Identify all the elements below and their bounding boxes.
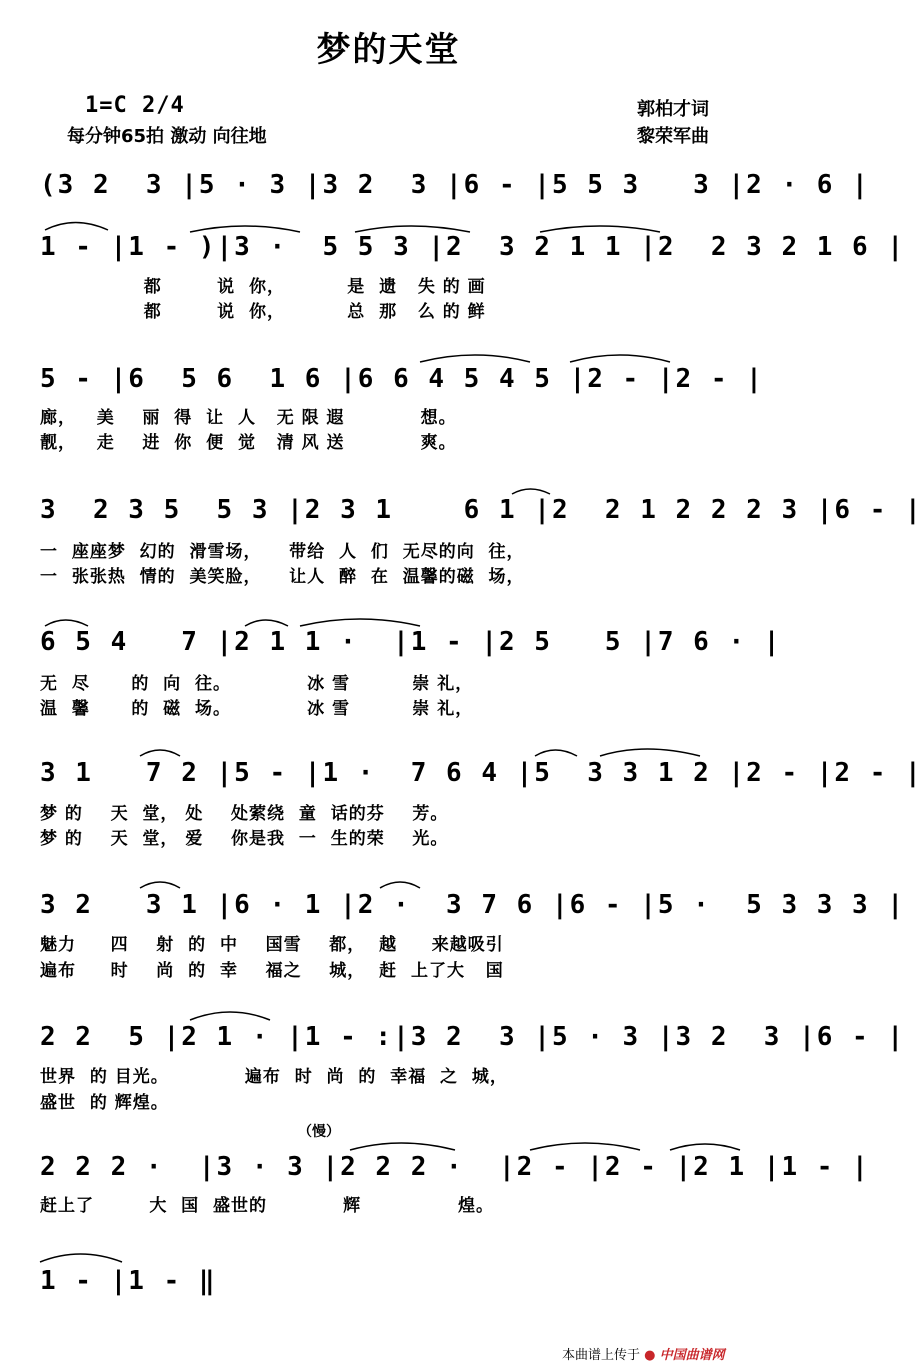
notation-row-6: 3 1 7 2 |5 - |1 · 7 6 4 |5 3 3 1 2 |2 - |2 - | [40,758,923,788]
slur-arc [45,223,108,231]
slur-arc [140,750,180,756]
notation-row-10: 1 - |1 - ‖ [40,1266,217,1296]
lyric-row-5-verse-1: 无 尽 的 向 往。 冰 雪 崇 礼， [40,674,474,694]
lyric-row-9: 赶上了 大 国 盛世的 辉 煌。 [40,1196,494,1216]
slur-arc [300,619,420,626]
lyric-row-8-verse-2: 盛世 的 辉煌。 [40,1093,169,1113]
lyric-row-4-verse-1: 一 座座梦 幻的 滑雪场， 带给 人 们 无尽的向 往， [40,542,525,562]
slur-arc [350,1143,455,1150]
site-footer [562,1344,725,1363]
slur-arc [530,1143,640,1150]
notation-row-4: 3 2 3 5 5 3 |2 3 1 6 1 |2 2 1 2 2 2 3 |6 - | [40,495,923,525]
lyric-row-6-verse-2: 梦 的 天 堂， 爱 你是我 一 生的荣 光。 [40,829,449,849]
slur-arc [420,355,530,362]
notation-row-5: 6 5 4 7 |2 1 1 · |1 - |2 5 5 |7 6 · | [40,627,782,657]
notation-row-9: 2 2 2 · |3 · 3 |2 2 2 · |2 - |2 - |2 1 |1 - | [40,1152,870,1182]
lyric-row-2-verse-1: 都 说 你， 是 遗 失 的 画 [40,277,486,297]
lyric-row-5-verse-2: 温 馨 的 磁 场。 冰 雪 崇 礼， [40,699,474,719]
footer-prefix: 本曲谱上传于 [562,1348,641,1363]
slur-arc [670,1144,740,1150]
slur-arc [540,226,660,232]
slur-arc [190,1012,270,1020]
key-signature: 1=C 2/4 [85,93,185,118]
lyric-row-6-verse-1: 梦 的 天 堂， 处 处萦绕 童 话的芬 芳。 [40,804,449,824]
footer-brand[interactable]: 中国曲谱网 [659,1348,725,1363]
lyric-row-3-verse-1: 廊， 美 丽 得 让 人 无 限 遐 想。 [40,408,457,428]
slur-arc [45,620,88,626]
notation-row-3: 5 - |6 5 6 1 6 |6 6 4 5 4 5 |2 - |2 - | [40,364,764,394]
composer-credit: 黎荣军曲 [637,126,709,147]
lyric-row-4-verse-2: 一 张张热 情的 美笑脸， 让人 醉 在 温馨的磁 场， [40,567,525,587]
slur-arc [380,882,420,888]
lyric-row-7-verse-2: 遍布 时 尚 的 幸 福之 城， 赶 上了大 国 [40,961,504,981]
brand-logo-icon: ● [644,1348,656,1363]
notation-row-2: 1 - |1 - )|3 · 5 5 3 |2 3 2 1 1 |2 2 3 2 1 6 | [40,232,906,262]
slur-arc [140,882,180,888]
slur-arc [190,226,300,232]
notation-row-1: (3 2 3 |5 · 3 |3 2 3 |6 - |5 5 3 3 |2 · 6 | [40,170,870,200]
slur-arc [512,489,550,494]
slur-arc [600,749,700,756]
lyric-row-2-verse-2: 都 说 你， 总 那 么 的 鲜 [40,302,486,322]
lyric-row-3-verse-2: 靓， 走 进 你 便 觉 清 风 送 爽。 [40,433,457,453]
lyric-row-8-verse-1: 世界 的 目光。 遍布 时 尚 的 幸福 之 城， [40,1067,508,1087]
song-title: 梦的天堂 [316,30,461,70]
slur-arc [570,355,670,362]
notation-row-7: 3 2 3 1 |6 · 1 |2 · 3 7 6 |6 - |5 · 5 3 3 3 | [40,890,906,920]
notation-row-8: 2 2 5 |2 1 · |1 - :|3 2 3 |5 · 3 |3 2 3 |6 - | [40,1022,906,1052]
slur-arc [355,226,470,232]
tempo-marking: 每分钟65拍 激动 向往地 [67,126,267,147]
tempo-change-mark: （慢） [298,1124,340,1140]
slur-arc [535,750,577,756]
lyric-row-7-verse-1: 魅力 四 射 的 中 国雪 都， 越 来越吸引 [40,935,504,955]
lyricist-credit: 郭柏才词 [637,99,709,120]
slur-arc [40,1254,122,1262]
slur-arc [245,620,288,626]
